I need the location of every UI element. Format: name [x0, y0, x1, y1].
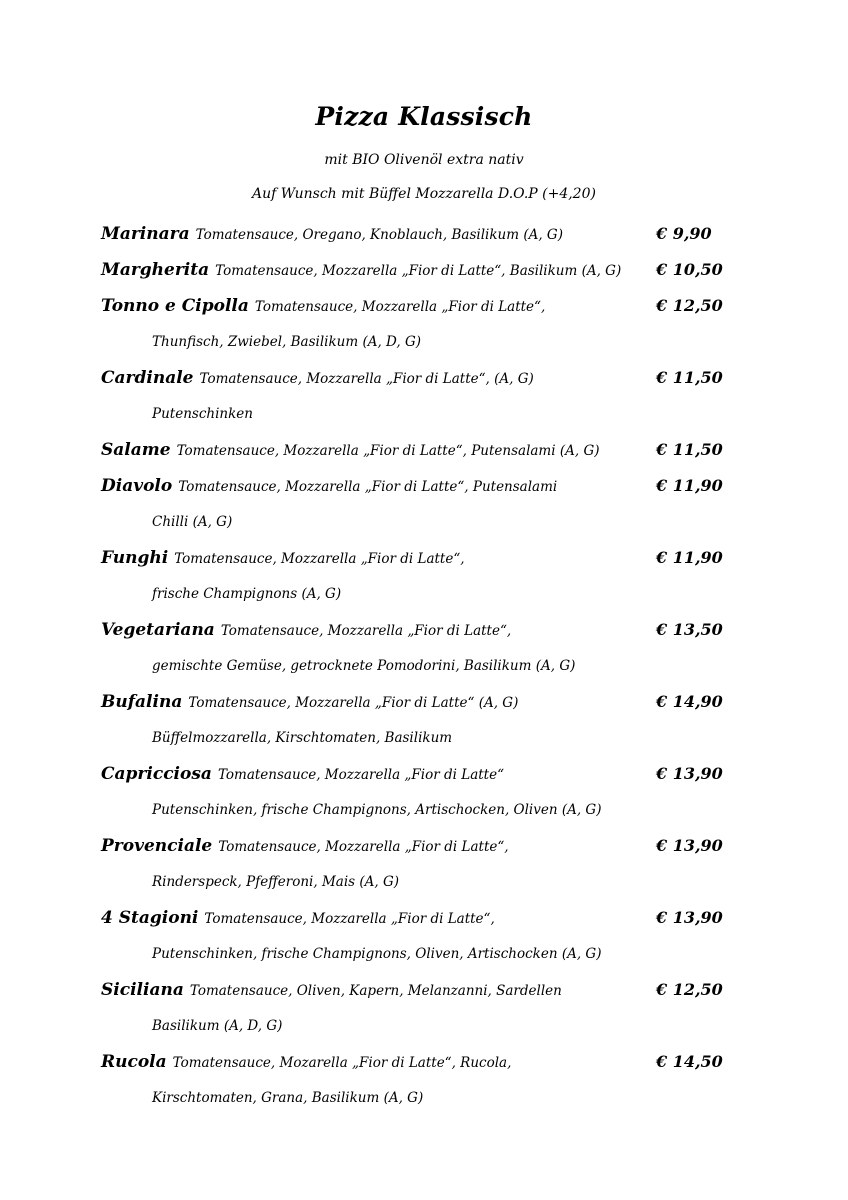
pizza-heading [101, 902, 495, 935]
menu-item-line [0, 434, 848, 470]
pizza-price: € 13,90 [656, 908, 723, 927]
pizza-price: € 12,50 [656, 296, 723, 315]
menu-item [0, 686, 848, 758]
menu-item-line [0, 290, 848, 326]
pizza-heading [101, 290, 545, 323]
menu-item-line [0, 542, 848, 578]
menu-item [0, 614, 848, 686]
pizza-price: € 13,50 [656, 620, 723, 639]
pizza-heading [101, 830, 509, 863]
pizza-name: Vegetariana [101, 620, 215, 640]
pizza-description: Tomatensauce, Mozzarella „Fior di Latte“, Basilikum (A, G) [215, 263, 622, 279]
buffalo-mozzarella-note: Auf Wunsch mit Büffel Mozzarella D.O.P (+4,20) [252, 186, 596, 202]
menu-item-line [0, 758, 848, 794]
pizza-heading [101, 758, 504, 791]
pizza-price: € 14,90 [656, 692, 723, 711]
pizza-name: Margherita [101, 260, 210, 280]
menu-item-line [0, 902, 848, 938]
pizza-heading [101, 1046, 511, 1079]
pizza-description: Tomatensauce, Mozzarella „Fior di Latte“, [218, 839, 509, 855]
pizza-description-continued: Thunfisch, Zwiebel, Basilikum (A, D, G) [152, 334, 422, 350]
pizza-description: Tomatensauce, Mozzarella „Fior di Latte“ (A, G) [188, 695, 519, 711]
pizza-heading [101, 686, 518, 719]
menu-item [0, 362, 848, 434]
pizza-description-continued: gemischte Gemüse, getrocknete Pomodorini, Basilikum (A, G) [152, 658, 576, 674]
pizza-description: Tomatensauce, Mozzarella „Fior di Latte“, [254, 299, 546, 315]
pizza-description: Tomatensauce, Mozzarella „Fior di Latte“, [174, 551, 465, 567]
pizza-description-continued: Chilli (A, G) [152, 514, 233, 530]
pizza-heading [101, 218, 563, 251]
menu-item-line [0, 614, 848, 650]
pizza-description: Tomatensauce, Mozzarella „Fior di Latte“, Putensalami (A, G) [176, 443, 600, 459]
pizza-heading [101, 542, 465, 575]
menu-item [0, 470, 848, 542]
pizza-description: Tomatensauce, Oliven, Kapern, Melanzanni, Sardellen [189, 983, 562, 999]
pizza-description: Tomatensauce, Mozzarella „Fior di Latte“, (A, G) [199, 371, 534, 387]
pizza-name: Siciliana [101, 980, 184, 1000]
pizza-name: Salame [101, 440, 171, 460]
pizza-name: Tonno e Cipolla [101, 296, 249, 316]
menu-item-line [0, 254, 848, 290]
pizza-name: Cardinale [101, 368, 194, 388]
pizza-description-continued: Kirschtomaten, Grana, Basilikum (A, G) [152, 1090, 424, 1106]
pizza-description-continued: Basilikum (A, D, G) [152, 1018, 283, 1034]
menu-item-line [0, 974, 848, 1010]
pizza-heading [101, 974, 562, 1007]
pizza-description: Tomatensauce, Oregano, Knoblauch, Basilikum (A, G) [195, 227, 563, 243]
menu-item [0, 830, 848, 902]
pizza-name: Provenciale [101, 836, 213, 856]
pizza-heading [101, 434, 600, 467]
pizza-price: € 11,50 [656, 368, 723, 387]
menu-item [0, 434, 848, 470]
pizza-price: € 13,90 [656, 836, 723, 855]
menu-item [0, 974, 848, 1046]
pizza-name: 4 Stagioni [101, 908, 199, 928]
page-subtitle: mit BIO Olivenöl extra nativ [324, 152, 524, 168]
pizza-name: Funghi [101, 548, 169, 568]
menu-item-line [0, 830, 848, 866]
menu-item [0, 290, 848, 362]
menu-item-line [0, 218, 848, 254]
pizza-description: Tomatensauce, Mozzarella „Fior di Latte“ [217, 767, 504, 783]
menu-item [0, 1046, 848, 1118]
pizza-heading [101, 254, 621, 287]
menu-item [0, 254, 848, 290]
menu-item [0, 902, 848, 974]
pizza-description-continued: Büffelmozzarella, Kirschtomaten, Basilikum [152, 730, 453, 746]
pizza-description: Tomatensauce, Mozarella „Fior di Latte“, Rucola, [172, 1055, 512, 1071]
pizza-description: Tomatensauce, Mozzarella „Fior di Latte“, [220, 623, 512, 639]
pizza-name: Marinara [101, 224, 190, 244]
pizza-heading [101, 614, 511, 647]
pizza-heading [101, 470, 557, 503]
pizza-price: € 9,90 [656, 224, 712, 243]
menu-item-line [0, 362, 848, 398]
pizza-description-continued: frische Champignons (A, G) [152, 586, 342, 602]
pizza-description-continued: Rinderspeck, Pfefferoni, Mais (A, G) [152, 874, 400, 890]
pizza-name: Bufalina [101, 692, 183, 712]
pizza-heading [101, 362, 534, 395]
pizza-price: € 10,50 [656, 260, 723, 279]
pizza-description-continued: Putenschinken [152, 406, 253, 422]
pizza-description: Tomatensauce, Mozzarella „Fior di Latte“, [204, 911, 495, 927]
pizza-name: Rucola [101, 1052, 167, 1072]
pizza-price: € 14,50 [656, 1052, 723, 1071]
menu-item [0, 758, 848, 830]
pizza-name: Diavolo [101, 476, 173, 496]
pizza-description-continued: Putenschinken, frische Champignons, Artischocken, Oliven (A, G) [152, 802, 602, 818]
pizza-price: € 11,50 [656, 440, 723, 459]
pizza-description: Tomatensauce, Mozzarella „Fior di Latte“, Putensalami [178, 479, 558, 495]
menu-item-line [0, 686, 848, 722]
pizza-list [0, 218, 848, 1118]
pizza-description-continued: Putenschinken, frische Champignons, Oliven, Artischocken (A, G) [152, 946, 602, 962]
menu-item [0, 542, 848, 614]
pizza-price: € 13,90 [656, 764, 723, 783]
menu-item-line [0, 470, 848, 506]
page-title: Pizza Klassisch [315, 102, 533, 131]
menu-item-line [0, 1046, 848, 1082]
pizza-price: € 12,50 [656, 980, 723, 999]
menu-item [0, 218, 848, 254]
pizza-name: Capricciosa [101, 764, 212, 784]
pizza-price: € 11,90 [656, 476, 723, 495]
pizza-price: € 11,90 [656, 548, 723, 567]
